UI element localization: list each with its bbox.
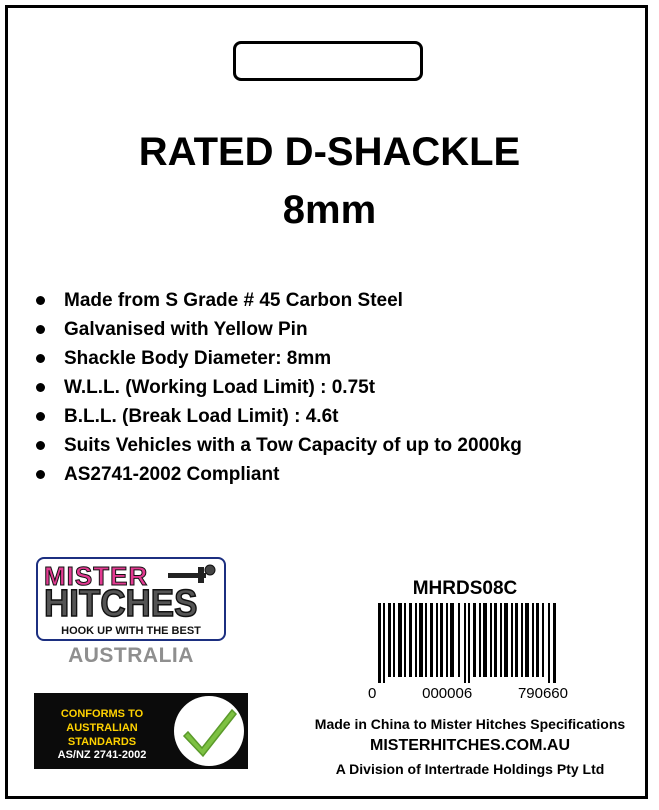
feature-text: W.L.L. (Working Load Limit) : 0.75t: [64, 377, 376, 398]
logo-word-mister: MISTER: [44, 561, 149, 591]
standards-text: [42, 707, 162, 749]
logo-tagline: HOOK UP WITH THE BEST: [61, 625, 201, 637]
list-item: [34, 435, 522, 464]
list-item: [34, 406, 522, 435]
feature-text: Made from S Grade # 45 Carbon Steel: [64, 290, 403, 311]
bullet-icon: [36, 383, 45, 392]
barcode-digit-group: 790660: [517, 685, 568, 702]
feature-text: Suits Vehicles with a Tow Capacity of up to 2000kg: [64, 435, 522, 456]
logo-word-hitches: HITCHES: [44, 583, 198, 625]
website-text: MISTERHITCHES.COM.AU: [370, 737, 570, 754]
standards-badge: [34, 693, 248, 769]
list-item: [34, 464, 522, 493]
feature-text: AS2741-2002 Compliant: [64, 464, 280, 485]
feature-text: Shackle Body Diameter: 8mm: [64, 348, 332, 369]
product-title: RATED D-SHACKLE: [138, 130, 521, 174]
barcode-digit-group: 0: [368, 685, 377, 702]
list-item: [34, 290, 522, 319]
feature-text: B.L.L. (Break Load Limit) : 4.6t: [64, 406, 339, 427]
list-item: [34, 377, 522, 406]
barcode-digit-group: 000006: [422, 685, 473, 702]
product-sku: MHRDS08C: [412, 578, 518, 599]
product-size: 8mm: [282, 188, 377, 232]
company-text: A Division of Intertrade Holdings Pty Ltd: [335, 761, 605, 777]
bullet-icon: [36, 412, 45, 421]
bullet-icon: [36, 470, 45, 479]
feature-list: [34, 290, 522, 493]
hang-slot: [233, 41, 423, 81]
bullet-icon: [36, 441, 45, 450]
bullet-icon: [36, 354, 45, 363]
brand-logo: [36, 557, 226, 641]
logo-region: AUSTRALIA: [68, 644, 194, 667]
list-item: [34, 319, 522, 348]
bullet-icon: [36, 325, 45, 334]
origin-text: Made in China to Mister Hitches Specifications: [314, 716, 626, 732]
feature-text: Galvanised with Yellow Pin: [64, 319, 308, 340]
barcode-digits: [368, 685, 568, 702]
standards-line3: STANDARDS: [67, 736, 137, 748]
bullet-icon: [36, 296, 45, 305]
standards-line1: CONFORMS TO: [60, 708, 144, 720]
list-item: [34, 348, 522, 377]
standard-number: AS/NZ 2741-2002: [57, 749, 147, 761]
check-mark-icon: [174, 696, 244, 766]
barcode: [378, 603, 558, 683]
standards-line2: AUSTRALIAN: [66, 722, 138, 734]
